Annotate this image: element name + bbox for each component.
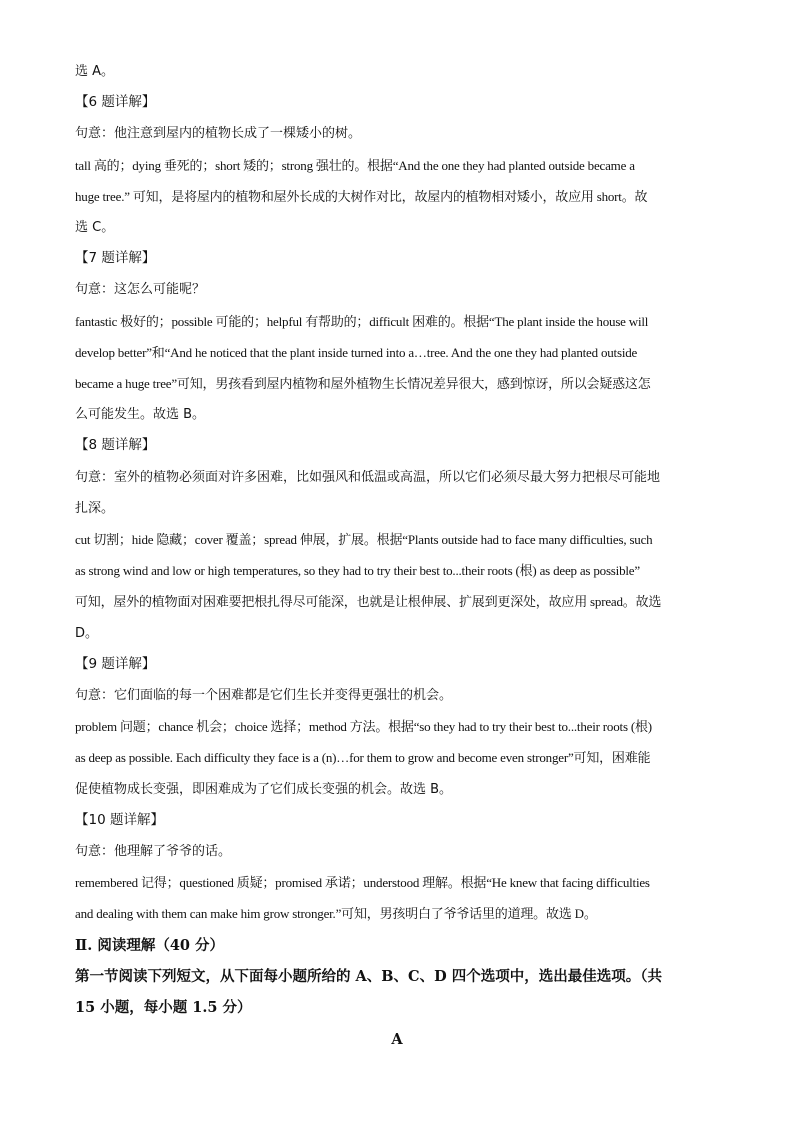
sentence-meaning: 句意：室外的植物必须面对许多困难，比如强风和低温或高温，所以它们必须尽最大努力把根尽可能地 bbox=[75, 469, 661, 485]
answer-explanations bbox=[75, 56, 725, 1023]
answer-line: D。 bbox=[75, 625, 99, 641]
section-instructions: 第一节阅读下列短文，从下面每小题所给的 A、B、C、D 四个选项中，选出最佳选项。（共 bbox=[75, 967, 662, 985]
sentence-meaning: 句意：他理解了爷爷的话。 bbox=[75, 844, 232, 860]
passage-label: A bbox=[391, 1031, 403, 1048]
answer-line: 么可能发生。故选 B。 bbox=[75, 407, 206, 423]
explanation-line: as deep as possible. Each difficulty they face is a (n)…for them to grow and become even stronger”可知，困难能 bbox=[75, 750, 651, 766]
answer-line: 选 C。 bbox=[75, 220, 115, 236]
explanation-line: develop better”和“And he noticed that the plant inside turned into a…tree. And the one they had planted outside bbox=[75, 344, 638, 360]
explanation-line: remembered 记得；questioned 质疑；promised 承诺；understood 理解。根据“He knew that facing difficulties bbox=[75, 875, 650, 891]
sentence-meaning: 扎深。 bbox=[75, 500, 115, 516]
sentence-meaning: 句意：他注意到屋内的植物长成了一棵矮小的树。 bbox=[75, 126, 362, 142]
explanation-line: problem 问题；chance 机会；choice 选择；method 方法。根据“so they had to try their best to...their roots (根) bbox=[75, 719, 652, 735]
explanation-line: 可知，屋外的植物面对困难要把根扎得尽可能深，也就是让根伸展、扩展到更深处，故应用 spread。故选 bbox=[75, 594, 662, 610]
question-heading-10: 【10 题详解】 bbox=[75, 811, 164, 828]
answer-line: 选 A。 bbox=[75, 64, 115, 79]
sentence-meaning: 句意：这怎么可能呢？ bbox=[75, 282, 206, 298]
explanation-line: became a huge tree”可知，男孩看到屋内植物和屋外植物生长情况差异很大，感到惊讶，所以会疑惑这怎 bbox=[75, 376, 651, 392]
explanation-line: huge tree.” 可知，是将屋内的植物和屋外长成的大树作对比，故屋内的植物相对矮小，故应用 short。故 bbox=[75, 188, 648, 204]
answer-line: 促使植物成长变强，即困难成为了它们成长变强的机会。故选 B。 bbox=[75, 781, 453, 797]
explanation-line: tall 高的；dying 垂死的；short 矮的；strong 强壮的。根据“And the one they had planted outside became a bbox=[75, 157, 635, 173]
question-heading-8: 【8 题详解】 bbox=[75, 437, 156, 454]
explanation-line: and dealing with them can make him grow stronger.”可知，男孩明白了爷爷话里的道理。故选 D。 bbox=[75, 906, 597, 922]
explanation-line: cut 切割；hide 隐藏；cover 覆盖；spread 伸展，扩展。根据“Plants outside had to face many difficulties, such bbox=[75, 532, 653, 548]
sentence-meaning: 句意：它们面临的每一个困难都是它们生长并变得更强壮的机会。 bbox=[75, 688, 453, 704]
explanation-line: fantastic 极好的；possible 可能的；helpful 有帮助的；difficult 困难的。根据“The plant inside the house will bbox=[75, 313, 649, 329]
question-heading-6: 【6 题详解】 bbox=[75, 94, 156, 111]
explanation-line: as strong wind and low or high temperatures, so they had to try their best to...their roots (根) as deep as possible” bbox=[75, 563, 640, 579]
section-instructions: 15 小题，每小题 1.5 分） bbox=[75, 999, 252, 1017]
question-heading-7: 【7 题详解】 bbox=[75, 250, 156, 267]
question-heading-9: 【9 题详解】 bbox=[75, 655, 156, 672]
section-title: Ⅱ. 阅读理解（40 分） bbox=[75, 936, 225, 954]
